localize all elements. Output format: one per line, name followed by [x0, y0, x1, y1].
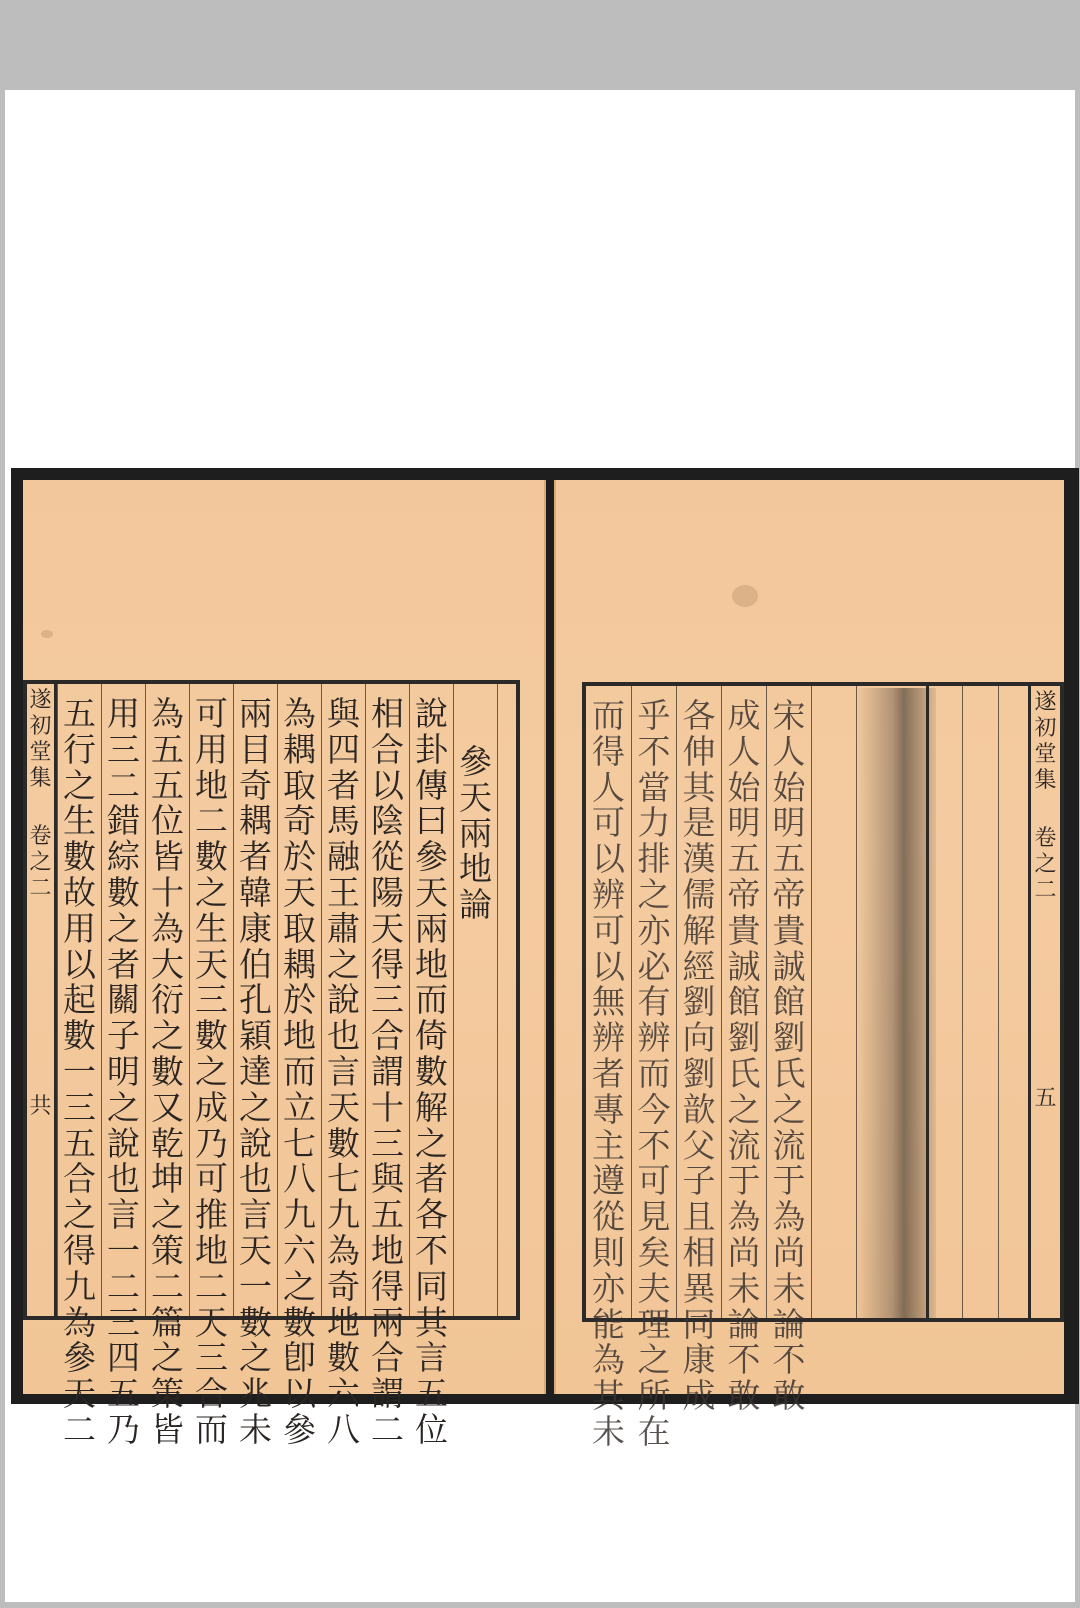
column-text: 成人始明五帝貴誠館劉氏之流于為尚未論不敢	[727, 696, 761, 1416]
column-text: 而得人可以辨可以無辨者專主遵從則亦能為其未	[592, 696, 625, 1451]
book-spread-scan	[11, 468, 1079, 1451]
text-column	[233, 684, 277, 1449]
essay-title: 參天兩地論	[459, 742, 492, 925]
text-column	[101, 684, 145, 1449]
column-text: 相合以陰從陽天得三合謂十三與五地得兩合謂二	[371, 694, 404, 1449]
spine-edge	[554, 480, 556, 1394]
paper-stain	[732, 585, 758, 607]
column-text: 五行之生數故用以起數一三五合之得九為參天二	[63, 694, 96, 1449]
running-head: 遂初堂集	[1034, 690, 1057, 793]
column-text: 宋人始明五帝貴誠館劉氏之流于為尚未論不敢	[772, 696, 806, 1416]
right-text-block	[582, 682, 1064, 1451]
paper-stain	[41, 630, 53, 638]
text-column	[631, 686, 676, 1451]
bleed-through-column	[497, 684, 516, 1316]
text-column	[676, 686, 721, 1416]
folio-number: 五	[1034, 1086, 1057, 1111]
column-text: 為五五位皆十為大衍之數又乾坤之策二篇之策皆	[151, 694, 184, 1449]
left-margin-strip	[27, 684, 57, 1316]
text-column	[277, 684, 321, 1449]
text-column	[766, 686, 811, 1416]
blank-column	[998, 686, 1028, 1318]
folio-number: 共	[29, 1094, 52, 1119]
left-page	[23, 480, 546, 1449]
text-column	[586, 686, 631, 1451]
text-column	[145, 684, 189, 1449]
blank-column	[962, 686, 998, 1318]
heading-column	[453, 684, 497, 1316]
right-margin-strip	[1028, 686, 1060, 1318]
text-column	[365, 684, 409, 1449]
left-text-block	[23, 680, 520, 1449]
column-text: 為耦取奇於天取耦於地而立七八九六之數卽以參	[283, 694, 316, 1449]
column-text: 兩目奇耦者韓康伯孔穎達之說也言天一數之兆未	[239, 694, 272, 1449]
text-column	[189, 684, 233, 1449]
blank-column	[926, 686, 962, 1318]
text-column	[57, 684, 101, 1449]
text-column	[721, 686, 766, 1416]
column-text: 用三二錯綜數之者關子明之說也言一二三四五乃	[107, 694, 140, 1449]
running-head: 遂初堂集	[29, 688, 52, 791]
scan-frame	[5, 90, 1075, 1602]
column-text: 說卦傳曰參天兩地而倚數解之者各不同其言五位	[415, 694, 448, 1449]
text-column	[409, 684, 453, 1449]
volume-label: 卷之二	[29, 824, 52, 901]
column-text: 可用地二數之生天三數之成乃可推地二天三合而	[195, 694, 228, 1449]
text-column	[321, 684, 365, 1449]
column-text: 乎不當力排之亦必有辨而今不可見矣夫理之所在	[637, 696, 671, 1451]
volume-label: 卷之二	[1034, 826, 1057, 903]
faded-column	[811, 686, 856, 1318]
column-text: 各伸其是漢儒解經劉向劉歆父子且相異同康成	[682, 696, 716, 1416]
column-text: 與四者馬融王肅之說也言天數七九為奇地數六八	[327, 694, 360, 1449]
right-page	[554, 480, 1064, 1451]
ink-smudge	[856, 688, 936, 1318]
spine-edge	[544, 480, 546, 1394]
